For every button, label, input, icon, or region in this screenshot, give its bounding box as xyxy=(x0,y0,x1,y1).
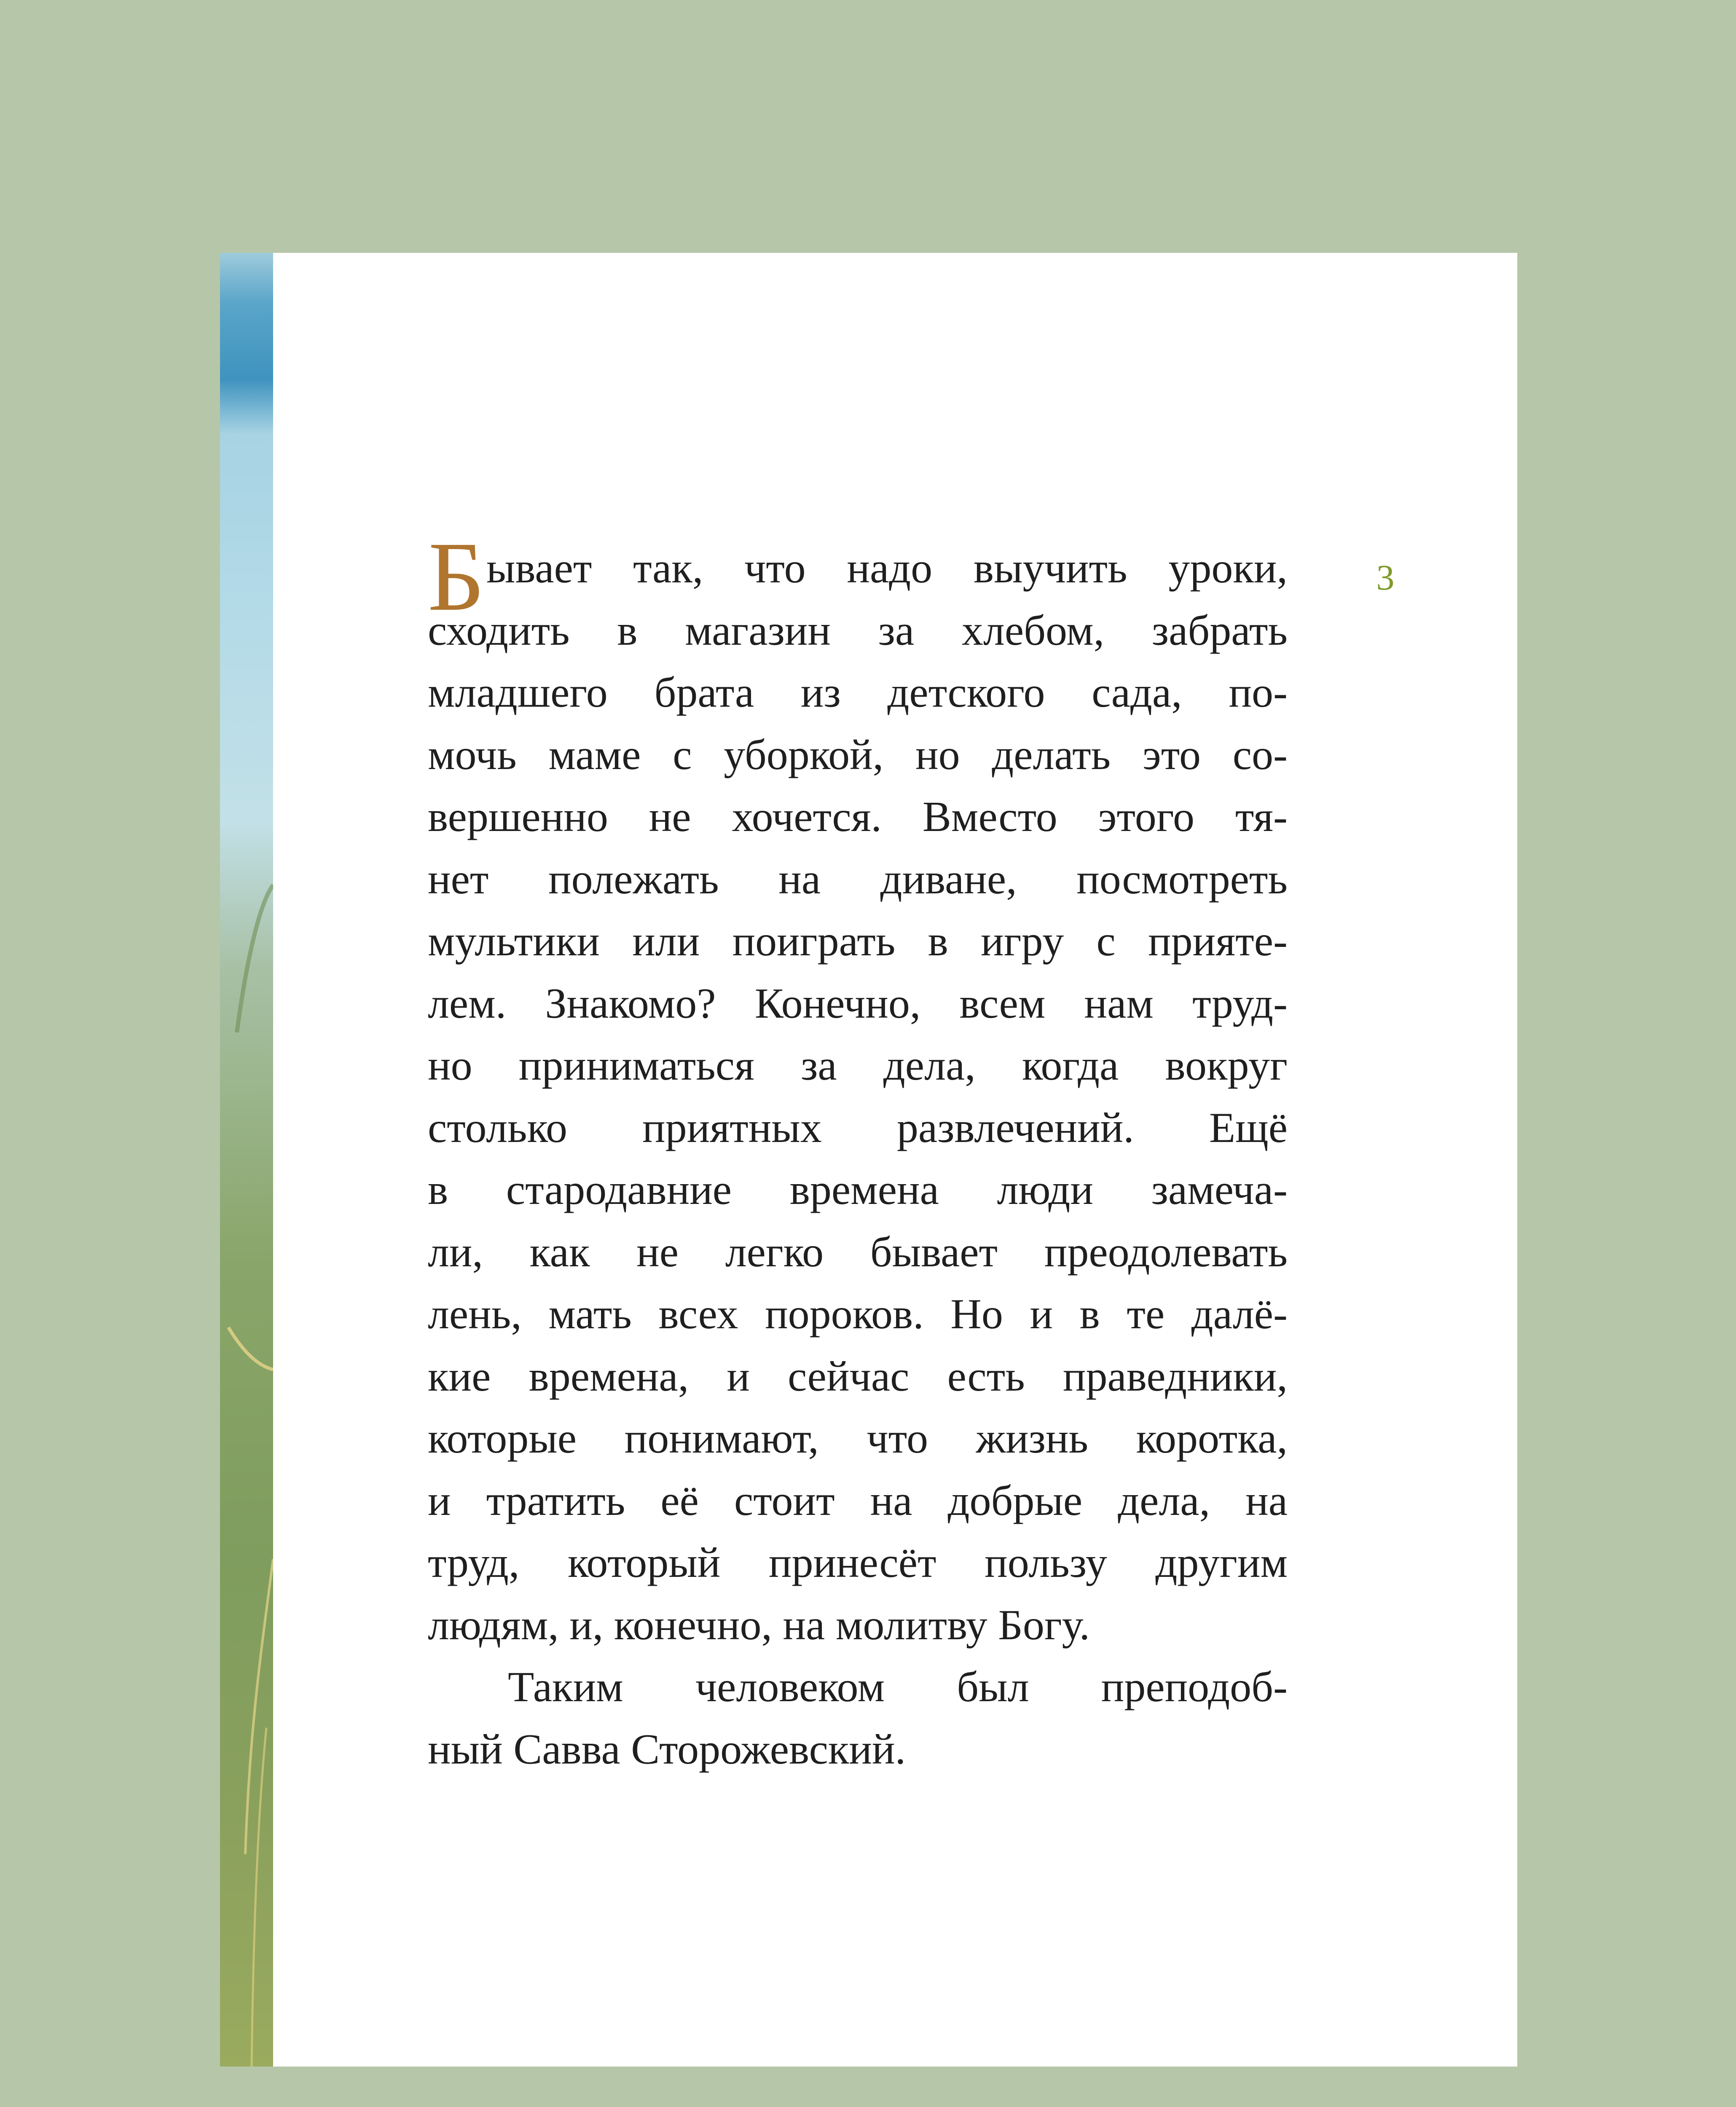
text-line: которые понимают, что жизнь коротка, xyxy=(428,1415,1288,1462)
book-page xyxy=(220,253,1517,2067)
text-line: лень, мать всех пороков. Но и в те далё- xyxy=(428,1290,1288,1338)
first-line-text: ывает так, что надо выучить уроки, xyxy=(486,544,1288,592)
text-line: в стародавние времена люди замеча- xyxy=(428,1166,1288,1214)
text-line: столько приятных развлечений. Ещё xyxy=(428,1104,1288,1152)
text-line: лем. Знакомо? Конечно, всем нам труд- xyxy=(428,979,1288,1027)
text-line: но приниматься за дела, когда вокруг xyxy=(428,1042,1288,1089)
text-line: младшего брата из детского сада, по- xyxy=(428,669,1288,716)
text-line: людям, и, конечно, на молитву Богу. xyxy=(428,1601,1090,1649)
illustration-edge xyxy=(220,253,273,2067)
text-line: мочь маме с уборкой, но делать это со- xyxy=(428,731,1288,779)
text-line: сходить в магазин за хлебом, забрать xyxy=(428,606,1288,654)
text-line: мультики или поиграть в игру с прияте- xyxy=(428,917,1288,965)
illustration-strokes xyxy=(220,253,273,2067)
page-number: 3 xyxy=(1376,557,1395,598)
text-line: ный Савва Сторожевский. xyxy=(428,1725,906,1773)
drop-cap: Б xyxy=(428,522,485,631)
text-line: вершенно не хочется. Вместо этого тя- xyxy=(428,793,1288,841)
text-line: нет полежать на диване, посмотреть xyxy=(428,855,1288,903)
text-line: ли, как не легко бывает преодолевать xyxy=(428,1228,1288,1276)
text-line: и тратить её стоит на добрые дела, на xyxy=(428,1477,1288,1525)
text-line: кие времена, и сейчас есть праведники, xyxy=(428,1352,1288,1400)
body-text xyxy=(428,522,1288,1780)
text-line: труд, который принесёт пользу другим xyxy=(428,1539,1288,1587)
text-line: Таким человеком был преподоб- xyxy=(508,1663,1288,1711)
